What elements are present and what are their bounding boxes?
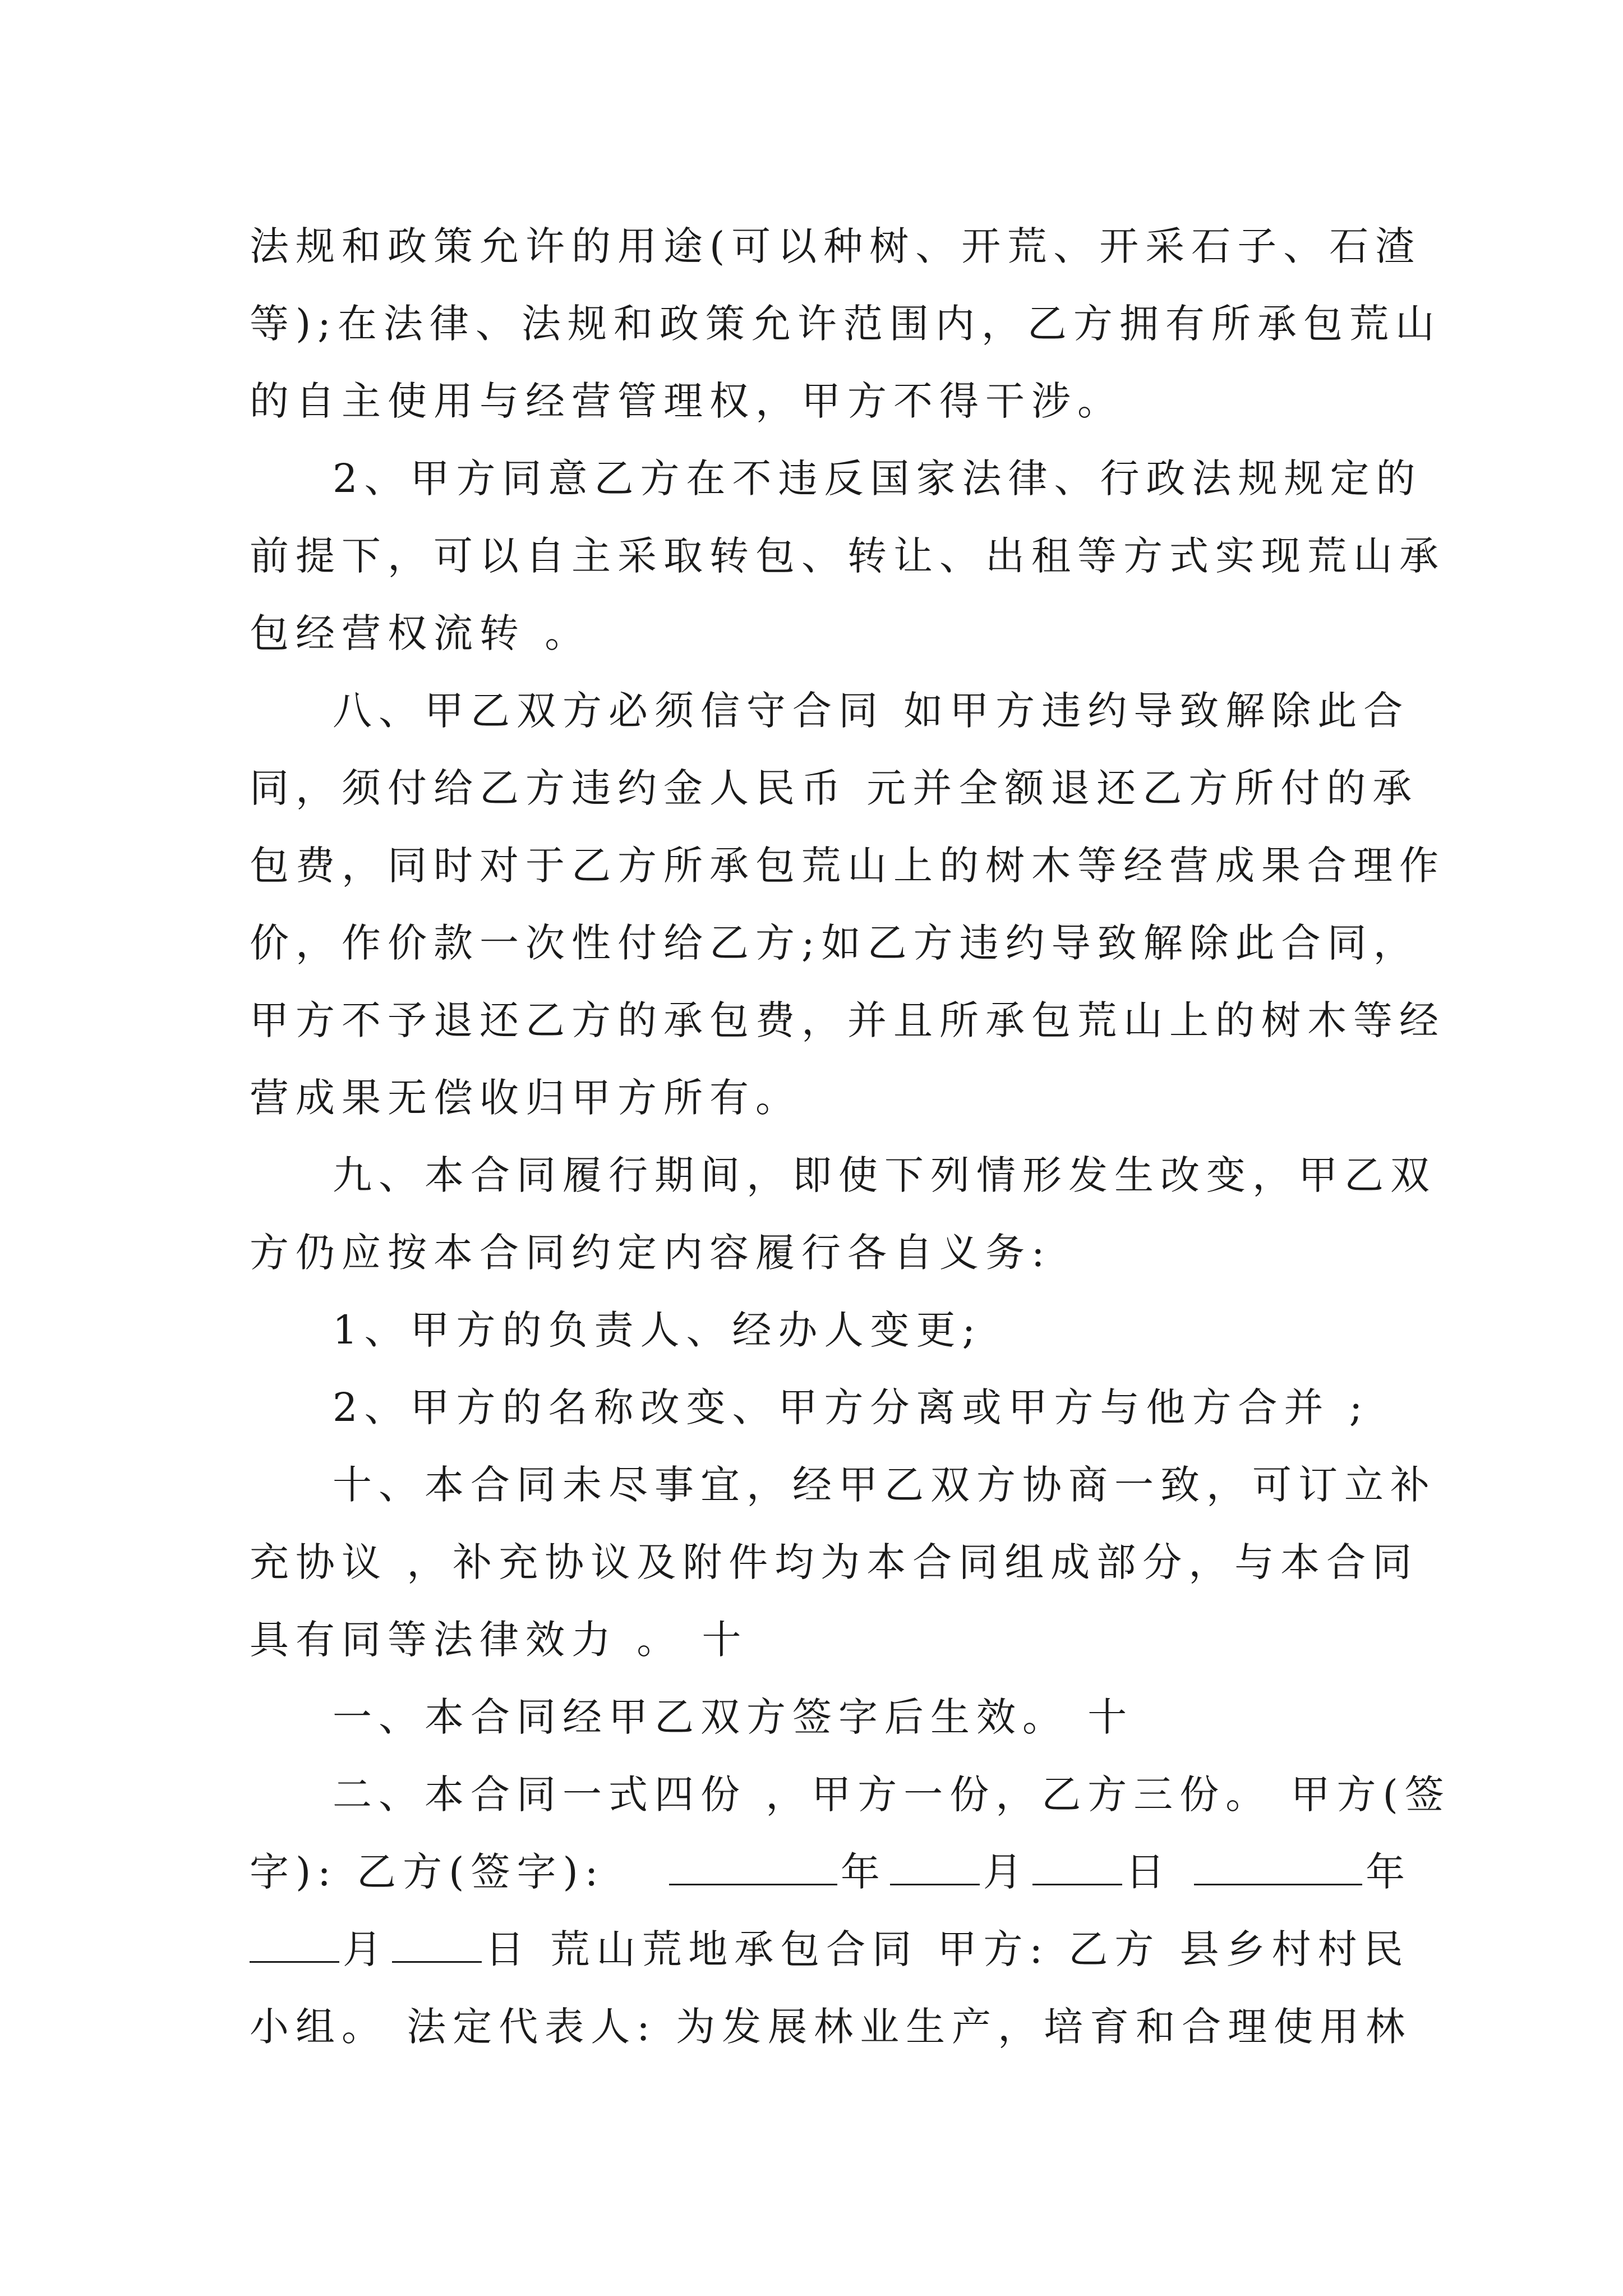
text-line: 2、甲方的名称改变、甲方分离或甲方与他方合并 ; — [333, 1384, 1370, 1430]
year-blank — [669, 1839, 837, 1885]
text-line: 十、本合同未尽事宜，经甲乙双方协商一致，可订立补 — [333, 1462, 1436, 1508]
text-line: 一、本合同经甲乙双方签字后生效。 十 — [333, 1694, 1134, 1740]
year-label: 年 — [840, 1849, 887, 1895]
text-line: 具有同等法律效力 。 十 — [250, 1617, 748, 1663]
month-blank — [890, 1839, 980, 1885]
text-line: 小组。 法定代表人: 为发展林业生产，培育和合理使用林 — [250, 2004, 1412, 2050]
month-label: 月 — [343, 1926, 389, 1972]
text-line: 包经营权流转 。 — [250, 610, 591, 656]
signature-date-line — [250, 1833, 1412, 1911]
month-label: 月 — [983, 1849, 1029, 1895]
text-line: 1、甲方的负责人、经办人变更; — [333, 1307, 983, 1353]
text-line: 的自主使用与经营管理权，甲方不得干涉。 — [250, 378, 1123, 424]
day-label: 日 — [1125, 1849, 1172, 1895]
text-line: 等);在法律、法规和政策允许范围内，乙方拥有所承包荒山 — [250, 301, 1441, 347]
text-line: 九、本合同履行期间，即使下列情形发生改变，甲乙双 — [333, 1152, 1436, 1198]
text-line: 前提下，可以自主采取转包、转让、出租等方式实现荒山承 — [250, 533, 1445, 579]
contract-heading-inline: 荒山荒地承包合同 甲方: 乙方 县乡村村民 — [550, 1926, 1410, 1972]
year-blank — [1194, 1839, 1362, 1885]
text-line: 甲方不予退还乙方的承包费，并且所承包荒山上的树木等经 — [250, 997, 1445, 1043]
text-line: 包费，同时对于乙方所承包荒山上的树木等经营成果合理作 — [250, 843, 1445, 889]
month-blank — [250, 1916, 339, 1963]
text-line: 营成果无偿收归甲方所有。 — [250, 1075, 801, 1121]
day-blank — [392, 1916, 482, 1963]
contract-body — [250, 208, 1451, 2065]
text-line: 价，作价款一次性付给乙方;如乙方违约导致解除此合同， — [250, 920, 1419, 966]
signature-prefix: 字): 乙方(签字): — [250, 1849, 605, 1895]
text-line: 同，须付给乙方违约金人民币 元并全额退还乙方所付的承 — [250, 765, 1419, 811]
text-line: 2、甲方同意乙方在不违反国家法律、行政法规规定的 — [333, 455, 1422, 501]
year-label: 年 — [1366, 1849, 1412, 1895]
text-line: 法规和政策允许的用途(可以种树、开荒、开采石子、石渣 — [250, 223, 1422, 269]
text-line: 八、甲乙双方必须信守合同 如甲方违约导致解除此合 — [333, 688, 1410, 734]
signature-date-line — [250, 1911, 1410, 1988]
text-line: 方仍应按本合同约定内容履行各自义务: — [250, 1230, 1052, 1276]
day-label: 日 — [485, 1926, 531, 1972]
day-blank — [1032, 1839, 1122, 1885]
text-line: 二、本合同一式四份 ，甲方一份，乙方三份。 甲方(签 — [333, 1772, 1451, 1818]
text-line: 充协议 ，补充协议及附件均为本合同组成部分，与本合同 — [250, 1539, 1419, 1585]
